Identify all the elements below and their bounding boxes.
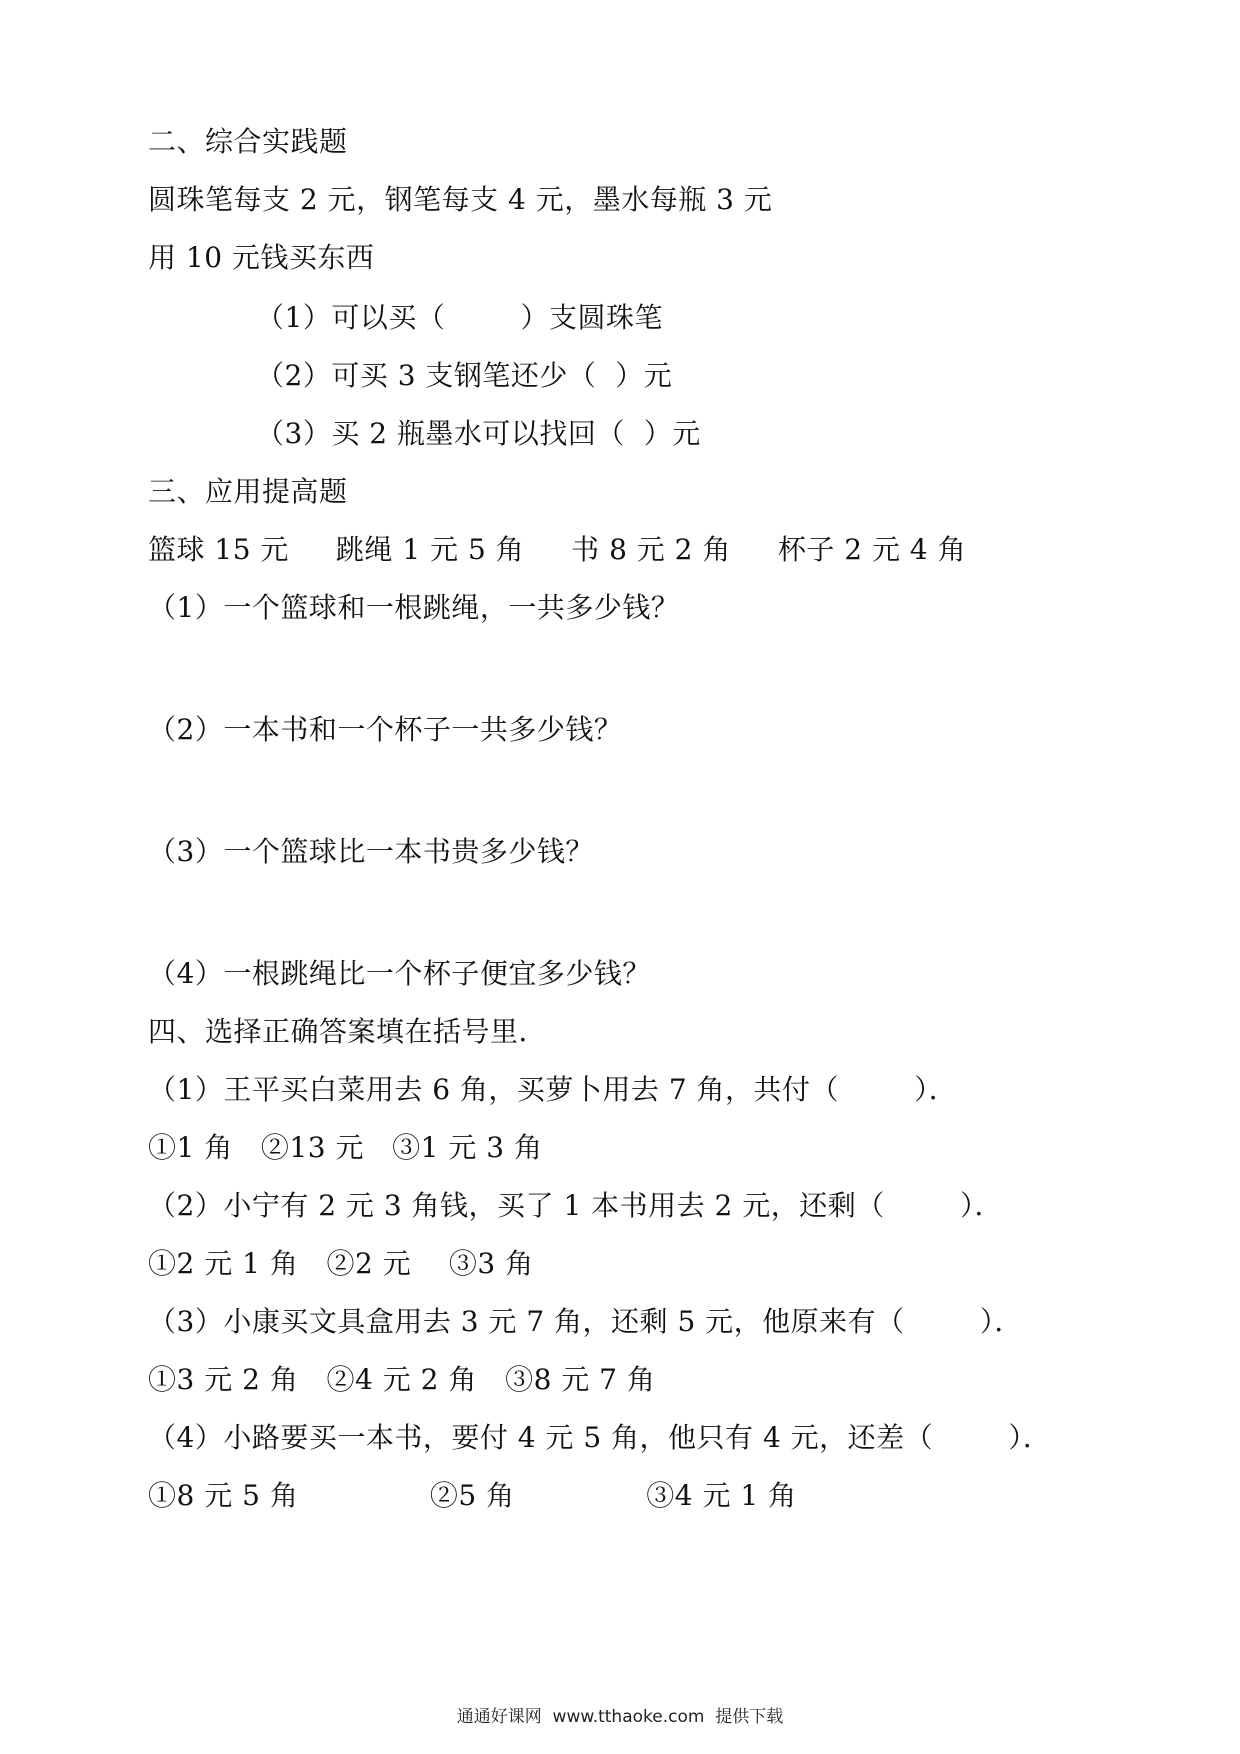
section-4-question-2: （2）小宁有 2 元 3 角钱，买了 1 本书用去 2 元，还剩（ ）．: [148, 1189, 1003, 1222]
section-2-question-3: （3）买 2 瓶墨水可以找回（ ）元: [256, 417, 701, 450]
section-2-question-1: （1）可以买（ ）支圆珠笔: [256, 301, 664, 334]
section-4-options-1: ①1 角 ②13 元 ③1 元 3 角: [148, 1131, 543, 1164]
page-footer: 通通好课网 www.tthaoke.com 提供下载: [456, 1707, 784, 1727]
section-3-question-2: （2）一本书和一个杯子一共多少钱？: [148, 713, 623, 746]
section-2-question-2: （2）可买 3 支钢笔还少（ ）元: [256, 359, 673, 392]
section-2-prices: 圆珠笔每支 2 元，钢笔每支 4 元，墨水每瓶 3 元: [148, 183, 773, 216]
section-4-options-4: ①8 元 5 角 ②5 角 ③4 元 1 角: [148, 1479, 797, 1512]
section-3-price-list: 篮球 15 元 跳绳 1 元 5 角 书 8 元 2 角 杯子 2 元 4 角: [148, 533, 967, 566]
section-2-heading: 二、综合实践题: [148, 125, 348, 158]
section-4-options-2: ①2 元 1 角 ②2 元 ③3 角: [148, 1247, 534, 1280]
section-4-options-3: ①3 元 2 角 ②4 元 2 角 ③8 元 7 角: [148, 1363, 656, 1396]
section-3-question-1: （1）一个篮球和一根跳绳，一共多少钱？: [148, 591, 680, 624]
section-4-heading: 四、选择正确答案填在括号里．: [148, 1015, 548, 1048]
section-4-question-4: （4）小路要买一本书，要付 4 元 5 角，他只有 4 元，还差（ ）．: [148, 1421, 1052, 1454]
section-4-question-1: （1）王平买白菜用去 6 角，买萝卜用去 7 角，共付（ ）．: [148, 1073, 958, 1106]
section-2-budget: 用 10 元钱买东西: [148, 241, 375, 274]
section-3-question-3: （3）一个篮球比一本书贵多少钱？: [148, 835, 594, 868]
section-3-question-4: （4）一根跳绳比一个杯子便宜多少钱？: [148, 957, 651, 990]
section-4-question-3: （3）小康买文具盒用去 3 元 7 角，还剩 5 元，他原来有（ ）．: [148, 1305, 1023, 1338]
section-3-heading: 三、应用提高题: [148, 475, 348, 508]
